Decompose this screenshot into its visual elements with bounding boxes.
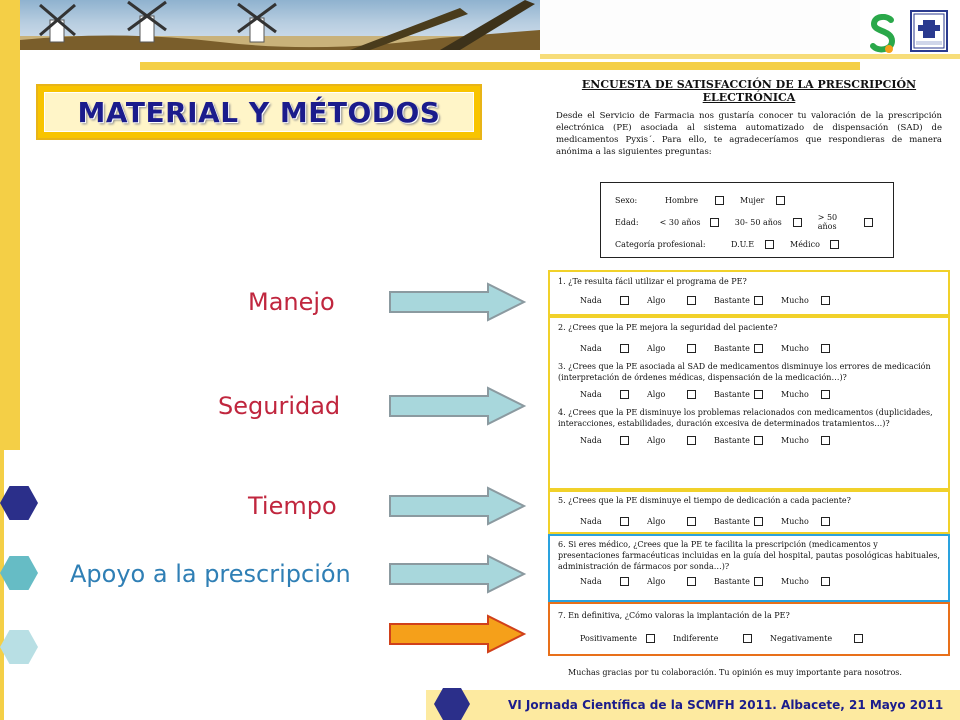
option-label: Mucho: [781, 343, 809, 353]
section-title-panel: [44, 92, 474, 132]
checkbox[interactable]: [821, 344, 830, 353]
demo-row-edad: [615, 211, 883, 233]
footer-text: VI Jornada Científica de la SCMFH 2011. Albacete, 21 Mayo 2011: [508, 698, 944, 712]
option: [714, 516, 773, 527]
checkbox[interactable]: [821, 577, 830, 586]
checkbox[interactable]: [754, 296, 763, 305]
arrow-right-icon: [388, 282, 528, 322]
question-box-valoracion: [548, 602, 950, 656]
option-label: Mucho: [781, 295, 809, 305]
option-label: Nada: [580, 295, 602, 305]
checkbox[interactable]: [754, 390, 763, 399]
option: [770, 633, 873, 644]
option: [580, 295, 639, 306]
edad-label: Edad:: [615, 217, 639, 227]
checkbox[interactable]: [620, 577, 629, 586]
checkbox[interactable]: [854, 634, 863, 643]
answer-options: [558, 574, 940, 588]
hombre-label: Hombre: [665, 195, 699, 205]
answer-options: [558, 341, 940, 355]
checkbox[interactable]: [687, 436, 696, 445]
categoria-label: Categoría profesional:: [615, 239, 706, 249]
option: [580, 516, 639, 527]
option-label: Bastante: [714, 435, 750, 445]
demographics-box: [600, 182, 894, 258]
option-label: Algo: [647, 295, 666, 305]
checkbox[interactable]: [620, 517, 629, 526]
windmills-illustration: [20, 0, 540, 50]
option-label: Bastante: [714, 576, 750, 586]
label-seguridad: Seguridad: [218, 392, 341, 420]
edad3-label: > 50 años: [817, 213, 838, 231]
option-label: Algo: [647, 343, 666, 353]
option-label: Mucho: [781, 516, 809, 526]
header-windmills-photo: [20, 0, 540, 50]
question-box-tiempo: [548, 490, 950, 534]
option: [781, 343, 840, 354]
header-accent-line: [540, 54, 960, 59]
option: [647, 516, 706, 527]
checkbox[interactable]: [620, 344, 629, 353]
question-box-seguridad: [548, 316, 950, 490]
checkbox[interactable]: [864, 218, 873, 227]
question: [550, 355, 948, 401]
checkbox[interactable]: [743, 634, 752, 643]
checkbox[interactable]: [821, 436, 830, 445]
option-label: Nada: [580, 516, 602, 526]
checkbox[interactable]: [754, 344, 763, 353]
due-label: D.U.E: [731, 239, 755, 249]
checkbox[interactable]: [687, 296, 696, 305]
question-text: 3. ¿Crees que la PE asociada al SAD de medicamentos disminuye los errores de medicación (interpretación de órdenes médicas, dispensación de la medicación…)?: [558, 362, 931, 382]
answer-options: [558, 387, 940, 401]
answer-options: [558, 433, 940, 447]
option-label: Algo: [647, 576, 666, 586]
answer-options: [558, 514, 940, 528]
survey-intro: Desde el Servicio de Farmacia nos gustaría conocer tu valoración de la prescripción electrónica (PE) asociada al sistema automatizado de dispensación (SAD) de medicamentos Pyxis´. Para ello, te agradeceríamos que respondieras de manera anónima a las siguientes preguntas:: [556, 111, 942, 157]
section-title: MATERIAL Y MÉTODOS: [77, 95, 441, 129]
checkbox[interactable]: [821, 517, 830, 526]
question-text: 5. ¿Crees que la PE disminuye el tiempo de dedicación a cada paciente?: [558, 496, 851, 505]
option-label: Algo: [647, 516, 666, 526]
question: [550, 492, 948, 528]
question-box-manejo: [548, 270, 950, 316]
option-label: Algo: [647, 435, 666, 445]
checkbox[interactable]: [754, 577, 763, 586]
option-label: Bastante: [714, 295, 750, 305]
option: [647, 576, 706, 587]
option-label: Mucho: [781, 435, 809, 445]
checkbox[interactable]: [710, 218, 719, 227]
checkbox[interactable]: [715, 196, 724, 205]
option: [580, 389, 639, 400]
checkbox[interactable]: [646, 634, 655, 643]
option: [781, 389, 840, 400]
option: [580, 435, 639, 446]
option: [580, 576, 639, 587]
checkbox[interactable]: [821, 296, 830, 305]
option: [714, 295, 773, 306]
survey-title: [548, 78, 950, 104]
option: [781, 516, 840, 527]
question-text: 7. En definitiva, ¿Cómo valoras la implantación de la PE?: [558, 611, 790, 620]
question: [550, 536, 948, 588]
sexo-label: Sexo:: [615, 195, 638, 205]
question: [550, 401, 948, 447]
arrow-right-icon: [388, 486, 528, 526]
question-text: 1. ¿Te resulta fácil utilizar el programa de PE?: [558, 277, 747, 286]
option: [781, 576, 840, 587]
option: [647, 389, 706, 400]
checkbox[interactable]: [754, 517, 763, 526]
question-text: 4. ¿Crees que la PE disminuye los problemas relacionados con medicamentos (duplicidades, interacciones, estabilidades, duración excesiva de determinados tratamientos…)?: [558, 408, 933, 428]
question: [550, 272, 948, 307]
option-label: Positivamente: [580, 633, 638, 643]
option: [714, 576, 773, 587]
checkbox[interactable]: [765, 240, 774, 249]
survey-title-line2: ELECTRÓNICA: [702, 91, 796, 104]
option: [647, 435, 706, 446]
option: [781, 295, 840, 306]
option-label: Nada: [580, 389, 602, 399]
option-label: Negativamente: [770, 633, 833, 643]
checkbox[interactable]: [687, 390, 696, 399]
option: [580, 633, 665, 644]
checkbox[interactable]: [821, 390, 830, 399]
survey-thanks: Muchas gracias por tu colaboración. Tu opinión es muy importante para nosotros.: [568, 668, 902, 677]
header-strip: [540, 0, 860, 50]
option-label: Nada: [580, 343, 602, 353]
checkbox[interactable]: [687, 517, 696, 526]
arrow-right-orange-icon: [388, 614, 528, 654]
option-label: Mucho: [781, 576, 809, 586]
checkbox[interactable]: [620, 296, 629, 305]
medico-label: Médico: [790, 239, 820, 249]
hospital-emblem-icon: [912, 12, 946, 50]
label-manejo: Manejo: [248, 288, 335, 316]
mujer-label: Mujer: [740, 195, 765, 205]
option-label: Bastante: [714, 516, 750, 526]
option-label: Mucho: [781, 389, 809, 399]
option: [647, 343, 706, 354]
option-label: Bastante: [714, 389, 750, 399]
option: [580, 343, 639, 354]
answer-options: [558, 293, 940, 307]
arrow-right-icon: [388, 386, 528, 426]
question-text: 6. Si eres médico, ¿Crees que la PE te facilita la prescripción (medicamentos y presentaciones farmacéuticas incluidas en la guía del hospital, pautas posológicas habituales, administración de fármacos por sonda…)?: [558, 540, 940, 571]
checkbox[interactable]: [793, 218, 802, 227]
answer-options: [558, 631, 940, 645]
label-apoyo-prescripcion: Apoyo a la prescripción: [70, 560, 351, 588]
checkbox[interactable]: [754, 436, 763, 445]
sescam-logo-icon: [870, 14, 896, 54]
footer-bar: [426, 690, 960, 720]
checkbox[interactable]: [687, 344, 696, 353]
question-text: 2. ¿Crees que la PE mejora la seguridad del paciente?: [558, 323, 778, 332]
demo-row-categoria: [615, 233, 883, 255]
option: [781, 435, 840, 446]
option: [673, 633, 762, 644]
edad1-label: < 30 años: [659, 217, 701, 227]
header-accent-bar: [140, 62, 860, 70]
checkbox[interactable]: [620, 436, 629, 445]
option-label: Indiferente: [673, 633, 719, 643]
option-label: Algo: [647, 389, 666, 399]
option-label: Nada: [580, 576, 602, 586]
option-label: Nada: [580, 435, 602, 445]
question-box-apoyo: [548, 534, 950, 602]
edad2-label: 30- 50 años: [734, 217, 782, 227]
question: [550, 318, 948, 355]
survey-title-line1: ENCUESTA DE SATISFACCIÓN DE LA PRESCRIPCIÓN: [581, 78, 917, 91]
checkbox[interactable]: [687, 577, 696, 586]
option: [714, 343, 773, 354]
question: [550, 604, 948, 645]
hospital-logo: [910, 10, 948, 52]
hexagon-footer-icon: [434, 688, 470, 720]
checkbox[interactable]: [620, 390, 629, 399]
option: [647, 295, 706, 306]
option: [714, 435, 773, 446]
option-label: Bastante: [714, 343, 750, 353]
demo-row-sexo: [615, 189, 883, 211]
checkbox[interactable]: [830, 240, 839, 249]
option: [714, 389, 773, 400]
checkbox[interactable]: [776, 196, 785, 205]
arrow-right-icon: [388, 554, 528, 594]
label-tiempo: Tiempo: [248, 492, 337, 520]
section-title-box: [36, 84, 482, 140]
